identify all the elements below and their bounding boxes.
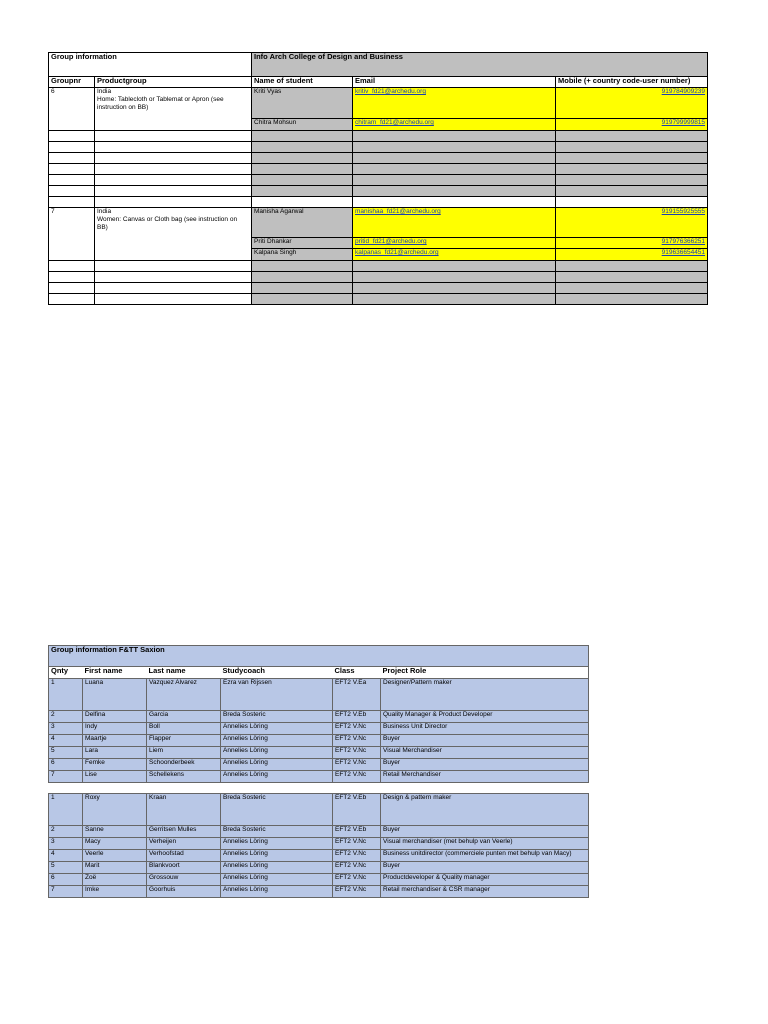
cell-qnty: 6 (49, 759, 83, 771)
header-class: Class (333, 667, 381, 679)
cell-last-name: Goorhuis (147, 886, 221, 898)
cell-first-name: Femke (83, 759, 147, 771)
student-name: Kalpana Singh (252, 249, 353, 261)
cell-last-name: Gerritsen Mulles (147, 826, 221, 838)
cell-last-name: Verhoofstad (147, 850, 221, 862)
mobile-link[interactable]: 919784909239 (661, 88, 706, 95)
cell-last-name: Flapper (147, 735, 221, 747)
cell-qnty: 2 (49, 711, 83, 723)
cell-class: EFT2 V.Nc (333, 862, 381, 874)
header-name: Name of student (252, 77, 353, 88)
empty-row (49, 131, 708, 142)
cell-last-name: Blankvoort (147, 862, 221, 874)
cell-studycoach: Annelies Löring (221, 735, 333, 747)
email-link[interactable]: chitram_fd21@archedu.org (355, 119, 434, 126)
cell-studycoach: Annelies Löring (221, 759, 333, 771)
cell-studycoach: Annelies Löring (221, 771, 333, 783)
spacer-row (49, 197, 708, 208)
header-last-name: Last name (147, 667, 221, 679)
student-name: Chitra Mohsun (252, 119, 353, 131)
group-number: 6 (49, 88, 95, 131)
cell-class: EFT2 V.Eb (333, 711, 381, 723)
table-row (49, 735, 589, 747)
header-mobile: Mobile (+ country code-user number) (556, 77, 708, 88)
table-row (49, 88, 708, 119)
empty-row (49, 294, 708, 305)
cell-project-role: Buyer (381, 862, 589, 874)
student-name: Priti Dhankar (252, 238, 353, 249)
cell-qnty: 1 (49, 794, 83, 826)
header-qnty: Qnty (49, 667, 83, 679)
cell-studycoach: Annelies Löring (221, 850, 333, 862)
cell-project-role: Buyer (381, 826, 589, 838)
header-studycoach: Studycoach (221, 667, 333, 679)
cell-last-name: Schoonderbeek (147, 759, 221, 771)
cell-first-name: Sanne (83, 826, 147, 838)
cell-qnty: 1 (49, 679, 83, 711)
cell-first-name: Zoë (83, 874, 147, 886)
cell-last-name: Garcia (147, 711, 221, 723)
cell-last-name: Kraan (147, 794, 221, 826)
cell-last-name: Boll (147, 723, 221, 735)
cell-qnty: 6 (49, 874, 83, 886)
empty-row (49, 164, 708, 175)
cell-project-role: Retail Merchandiser (381, 771, 589, 783)
cell-class: EFT2 V.Nc (333, 735, 381, 747)
header-row (49, 77, 708, 88)
table-row (49, 759, 589, 771)
empty-row (49, 272, 708, 283)
table-row (49, 874, 589, 886)
cell-qnty: 3 (49, 723, 83, 735)
table-row (49, 850, 589, 862)
mobile-link[interactable]: 919799999815 (661, 119, 706, 126)
table-row (49, 886, 589, 898)
table-title: Group information F&TT Saxion (49, 646, 589, 667)
cell-first-name: Lara (83, 747, 147, 759)
mobile-link[interactable]: 919155925555 (661, 208, 706, 215)
mobile-link[interactable]: 917976366251 (661, 238, 706, 245)
group-information-table (48, 52, 708, 305)
cell-studycoach: Ezra van Rijssen (221, 679, 333, 711)
cell-qnty: 2 (49, 826, 83, 838)
table-title: Group information (49, 53, 252, 77)
mobile-link[interactable]: 919636654451 (661, 249, 706, 256)
cell-studycoach: Breda Sosteric (221, 794, 333, 826)
cell-project-role: Retail merchandiser & CSR manager (381, 886, 589, 898)
cell-first-name: Luana (83, 679, 147, 711)
cell-class: EFT2 V.Nc (333, 850, 381, 862)
cell-class: EFT2 V.Ea (333, 679, 381, 711)
group-number: 7 (49, 208, 95, 261)
cell-first-name: Maartje (83, 735, 147, 747)
product-group: India Women: Canvas or Cloth bag (see instruction on BB) (95, 208, 252, 261)
college-name: Info Arch College of Design and Business (252, 53, 708, 77)
cell-last-name: Liem (147, 747, 221, 759)
empty-row (49, 283, 708, 294)
cell-class: EFT2 V.Nc (333, 771, 381, 783)
cell-first-name: Delfina (83, 711, 147, 723)
table-row (49, 723, 589, 735)
cell-studycoach: Annelies Löring (221, 886, 333, 898)
cell-project-role: Design & pattern maker (381, 794, 589, 826)
cell-qnty: 5 (49, 862, 83, 874)
spacer-row (49, 783, 589, 794)
header-first-name: First name (83, 667, 147, 679)
cell-studycoach: Annelies Löring (221, 838, 333, 850)
cell-class: EFT2 V.Nc (333, 723, 381, 735)
cell-class: EFT2 V.Nc (333, 747, 381, 759)
email-link[interactable]: manishaa_fd21@archedu.org (355, 208, 441, 215)
header-email: Email (353, 77, 556, 88)
cell-class: EFT2 V.Nc (333, 874, 381, 886)
cell-studycoach: Annelies Löring (221, 874, 333, 886)
cell-last-name: Vazquez Alvarez (147, 679, 221, 711)
cell-qnty: 7 (49, 886, 83, 898)
cell-class: EFT2 V.Eb (333, 826, 381, 838)
cell-project-role: Business unitdirector (commerciele punten met behulp van Macy) (381, 850, 589, 862)
table-row (49, 747, 589, 759)
student-name: Manisha Agarwal (252, 208, 353, 238)
table-row (49, 771, 589, 783)
cell-studycoach: Breda Sosteric (221, 711, 333, 723)
empty-row (49, 153, 708, 164)
cell-project-role: Visual merchandiser (met behulp van Veerle) (381, 838, 589, 850)
empty-row (49, 261, 708, 272)
saxion-group-table (48, 645, 589, 898)
cell-qnty: 3 (49, 838, 83, 850)
email-link[interactable]: kritiv_fd21@archedu.org (355, 88, 426, 95)
header-productgroup: Productgroup (95, 77, 252, 88)
cell-project-role: Designer/Pattern maker (381, 679, 589, 711)
header-project-role: Project Role (381, 667, 589, 679)
table-row (49, 862, 589, 874)
table-row (49, 679, 589, 711)
header-row (49, 667, 589, 679)
empty-row (49, 142, 708, 153)
email-link[interactable]: kalpanas_fd21@archedu.org (355, 249, 439, 256)
table-row (49, 794, 589, 826)
email-link[interactable]: pritid_fd21@archedu.org (355, 238, 427, 245)
product-group: India Home: Tablecloth or Tablemat or Apron (see instruction on BB) (95, 88, 252, 131)
cell-class: EFT2 V.Nc (333, 759, 381, 771)
table-row (49, 826, 589, 838)
empty-row (49, 175, 708, 186)
cell-first-name: Macy (83, 838, 147, 850)
cell-last-name: Verheijen (147, 838, 221, 850)
table-row (49, 711, 589, 723)
cell-first-name: Lise (83, 771, 147, 783)
cell-qnty: 7 (49, 771, 83, 783)
cell-studycoach: Annelies Löring (221, 723, 333, 735)
cell-project-role: Buyer (381, 759, 589, 771)
table-row (49, 838, 589, 850)
cell-first-name: Indy (83, 723, 147, 735)
cell-first-name: Imke (83, 886, 147, 898)
cell-first-name: Veerle (83, 850, 147, 862)
cell-qnty: 4 (49, 850, 83, 862)
empty-row (49, 186, 708, 197)
cell-project-role: Visual Merchandiser (381, 747, 589, 759)
cell-first-name: Roxy (83, 794, 147, 826)
cell-class: EFT2 V.Nc (333, 838, 381, 850)
cell-last-name: Schellekens (147, 771, 221, 783)
cell-last-name: Grossouw (147, 874, 221, 886)
cell-qnty: 4 (49, 735, 83, 747)
cell-project-role: Productdeveloper & Quality manager (381, 874, 589, 886)
cell-project-role: Buyer (381, 735, 589, 747)
cell-studycoach: Annelies Löring (221, 747, 333, 759)
cell-studycoach: Annelies Löring (221, 862, 333, 874)
student-name: Kriti Vyas (252, 88, 353, 119)
cell-qnty: 5 (49, 747, 83, 759)
cell-class: EFT2 V.Eb (333, 794, 381, 826)
cell-class: EFT2 V.Nc (333, 886, 381, 898)
cell-studycoach: Breda Sosteric (221, 826, 333, 838)
header-groupnr: Groupnr (49, 77, 95, 88)
cell-project-role: Business Unit Director (381, 723, 589, 735)
cell-project-role: Quality Manager & Product Developer (381, 711, 589, 723)
cell-first-name: Marit (83, 862, 147, 874)
table-row (49, 208, 708, 238)
